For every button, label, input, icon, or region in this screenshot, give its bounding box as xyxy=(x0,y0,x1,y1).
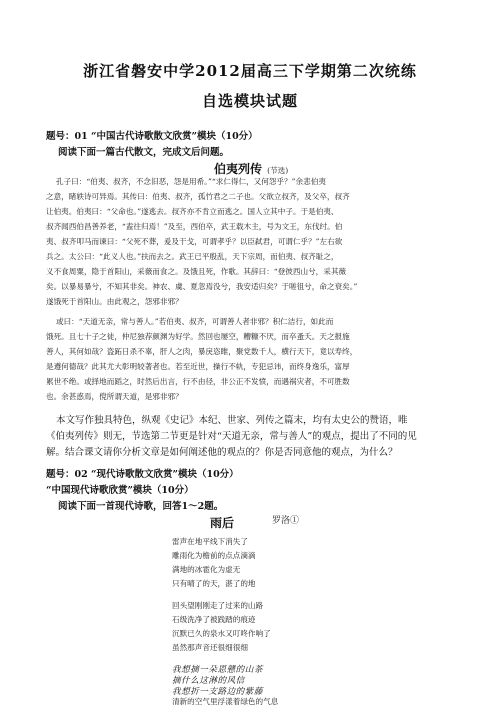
poem-line: 虽然那声音还很细很细 xyxy=(172,643,248,652)
essay-line: 累世不绝。或择地而蹈之，时然后出言，行不由径，非公正不发愤，而遇祸灾者，不可胜数 xyxy=(46,377,350,386)
essay-line: 也。余甚惑焉，傥所谓天道，是邪非邪？ xyxy=(46,392,183,401)
poem-line: 雕雨化为檐前的点点滴滴 xyxy=(172,551,256,560)
poem-line: 我想摘一朵恩戆的山茶 xyxy=(172,665,263,675)
poem-last-line: 清新的空气里浮漾着绿色的气息 xyxy=(172,697,279,706)
q1-instruction: 阅读下面一篇古代散文，完成文后问题。 xyxy=(58,147,230,158)
exam-title-line-2: 自选模块试题 xyxy=(201,92,298,110)
essay-line: 善人，其何如哉？盗跖日杀不辜，肝人之肉，暴戾恣睢，聚党数千人，横行天下，竟以寿终， xyxy=(46,347,358,356)
essay-line: 兵之。太公曰：“此义人也。”扶而去之。武王已平殷乱，天下宗周，而伯夷、叔齐耻之， xyxy=(46,252,339,261)
poem-line: 回头望刚刚走了过来的山路 xyxy=(172,601,264,610)
essay-line: 是遵何德哉？此其尤大彰明较著者也。若至近世，操行不轨，专犯忌讳，而终身逸乐，富厚 xyxy=(46,362,350,371)
essay-line: 饿死。且七十子之徒，仲尼独荐颜渊为好学。然回也屡空，糟糠不厌，而卒蚤夭。天之报施 xyxy=(46,332,350,341)
question-line: 解。结合课文请你分析文章是如何阐述他的观点的？你是否同意他的观点，为什么？ xyxy=(46,447,398,458)
poem-line: 我想折一支路边的紫藤 xyxy=(172,687,263,697)
essay-line: 矣。以暴易暴兮，不知其非矣。神农、虞、夏忽焉没兮，我安适归矣？于嗟徂兮，命之衰矣。” xyxy=(46,282,358,291)
q2-header: 题号：02 “现代诗歌散文欣赏”模块（10分） xyxy=(46,469,239,480)
exam-title-line-1: 浙江省磐安中学2012届高三下学期第二次统练 xyxy=(83,62,417,80)
poem-line: 摘什么这淋的风信 xyxy=(172,676,245,686)
poem-line: 雷声在地平线下消失了 xyxy=(172,537,248,546)
poem-line: 沉默已久的泉水又叮咚作响了 xyxy=(172,629,271,638)
essay-line: 之意，睹轶诗可异焉。其传曰：伯夷、叔齐，孤竹君之二子也。父欲立叔齐，及父卒，叔齐 xyxy=(46,192,350,201)
essay-line: 叔齐闻西伯昌善养老，“盍往归焉！”及至，西伯卒，武王载木主，号为文王，东伐纣。伯 xyxy=(46,222,343,231)
essay-title: 伯夷列传 xyxy=(214,162,263,176)
poem-line: 石级洗净了被践踏的痕迹 xyxy=(172,615,256,624)
q2-instruction: 阅读下面一首现代诗歌，回答1～2题。 xyxy=(58,501,224,512)
poem-line: 只有晴了的天，湛了的地 xyxy=(172,579,256,588)
essay-line: 夷、叔齐叩马而谏曰：“父死不葬，爰及干戈，可谓孝乎？以臣弑君，可谓仁乎？”左右欲 xyxy=(46,237,343,246)
essay-line: 遂饿死于首阳山。由此观之，怨邪非邪？ xyxy=(46,297,183,306)
poem-title: 雨后 xyxy=(210,516,235,530)
essay-line: 或曰：“天道无亲，常与善人。”若伯夷、叔齐，可谓善人者非邪？积仁洁行，如此而 xyxy=(56,317,334,326)
question-line: 本文写作独具特色，纵观《史记》本纪、世家、列传之篇末，均有太史公的赞语，唯 xyxy=(56,415,408,426)
essay-line: 让伯夷。伯夷曰：“父命也。”遂逃去。叔齐亦不肯立而逃之。国人立其中子。于是伯夷、 xyxy=(46,207,339,216)
essay-line: 义不食周粟，隐于首阳山，采薇而食之。及饿且死，作歌。其辞曰：“登彼西山兮，采其薇 xyxy=(46,267,347,276)
essay-line: 孔子曰：“伯夷、叔齐，不念旧恶，怨是用希。”“求仁得仁，又何怨乎？”余悲伯夷 xyxy=(56,177,326,186)
poem-line: 满地的冰雹化为虚无 xyxy=(172,565,241,574)
poem-author: 罗洛① xyxy=(272,516,300,526)
question-line: 《伯夷列传》则无，节选第二节更是针对“天道无亲，常与善人”的观点，提出了不同的见 xyxy=(46,431,417,442)
q1-header: 题号：01 “中国古代诗歌散文欣赏”模块（10分） xyxy=(46,131,258,142)
q2-subheader: “中国现代诗歌欣赏”模块（10分） xyxy=(46,485,194,496)
essay-title-block xyxy=(214,158,288,177)
essay-title-note: (节选) xyxy=(267,166,289,175)
